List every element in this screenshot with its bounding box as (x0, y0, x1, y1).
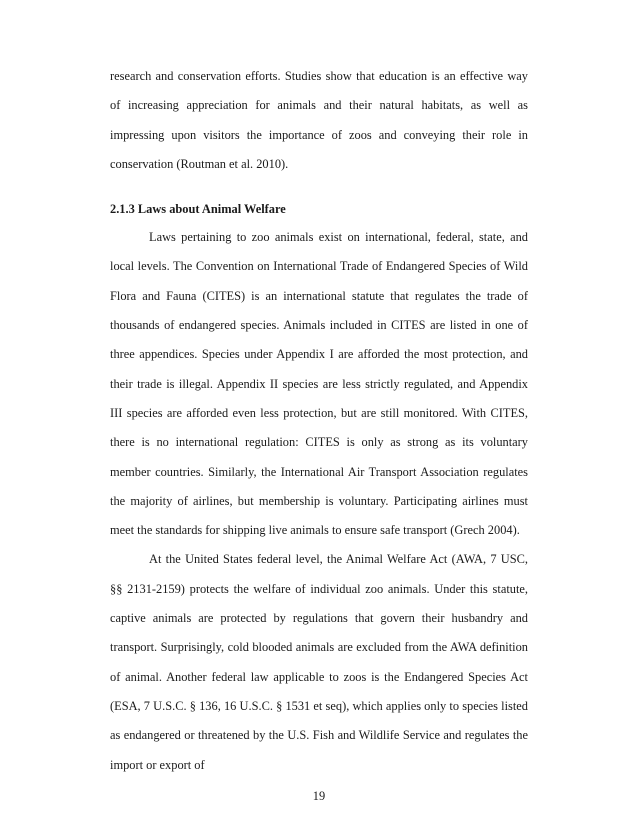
page-number: 19 (312, 789, 326, 803)
page-body (110, 62, 528, 780)
paragraph-federal-laws: At the United States federal level, the Animal Welfare Act (AWA, 7 USC, §§ 2131-2159) protects the welfare of individual zoo animals. Under this statute, captive animals are protected by regulations that govern their husbandry and transport. Surprisingly, cold blooded animals are excluded from the AWA definition of animal. Another federal law applicable to zoos is the Endangered Species Act (ESA, 7 U.S.C. § 136, 16 U.S.C. § 1531 et seq), which applies only to species listed as endangered or threatened by the U.S. Fish and Wildlife Service and regulates the import or export of (110, 552, 528, 772)
section-heading: 2.1.3 Laws about Animal Welfare (110, 202, 286, 217)
continuation-paragraph: research and conservation efforts. Studies show that education is an effective way of increasing appreciation for animals and their natural habitats, as well as impressing upon visitors the importance of zoos and conveying their role in conservation (Routman et al. 2010). (110, 69, 528, 171)
paragraph-international-laws: Laws pertaining to zoo animals exist on international, federal, state, and local levels. The Convention on International Trade of Endangered Species of Wild Flora and Fauna (CITES) is an international statute that regulates the trade of thousands of endangered species. Animals included in CITES are listed in one of three appendices. Species under Appendix I are afforded the most protection, and their trade is illegal. Appendix II species are less strictly regulated, and Appendix III species are afforded even less protection, but are still monitored. With CITES, there is no international regulation: CITES is only as strong as its voluntary member countries. Similarly, the International Air Transport Association regulates the majority of airlines, but membership is voluntary. Participating airlines must meet the standards for shipping live animals to ensure safe transport (Grech 2004). (110, 230, 528, 538)
